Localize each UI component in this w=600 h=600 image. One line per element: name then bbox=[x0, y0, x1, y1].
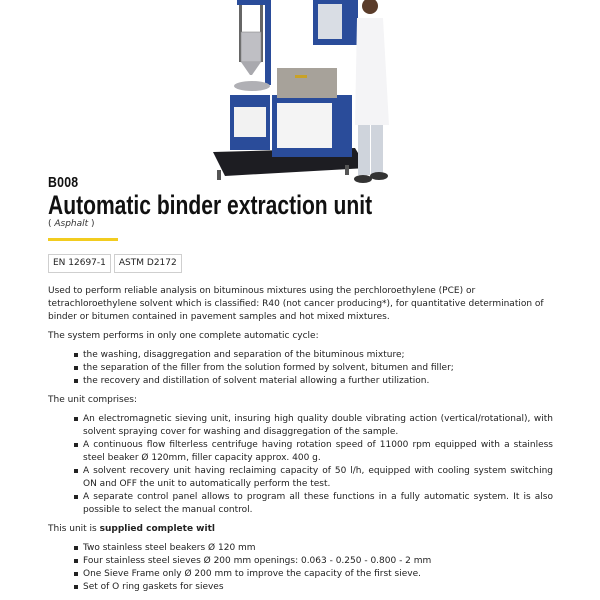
standard-tag[interactable]: ASTM D2172 bbox=[114, 254, 182, 273]
cycle-list bbox=[48, 349, 553, 388]
standards-tags bbox=[48, 254, 182, 273]
list-item: A continuous flow filterless centrifuge having rotation speed of 11000 rpm equipped with a stainless steel beaker Ø 120mm, filler capacity approx. 400 g. bbox=[74, 439, 553, 465]
comprises-list bbox=[48, 413, 553, 517]
list-item: the separation of the filler from the solution formed by solvent, bitumen and filler; bbox=[74, 362, 553, 375]
cycle-heading: The system performs in only one complete automatic cycle: bbox=[48, 331, 319, 341]
list-item: the recovery and distillation of solvent material allowing a further utilization. bbox=[74, 375, 553, 388]
product-code: B008 bbox=[48, 174, 79, 191]
list-item: One Sieve Frame only Ø 200 mm to improve the capacity of the first sieve. bbox=[74, 568, 553, 581]
page-title: Automatic binder extraction unit bbox=[48, 190, 373, 220]
list-item: Set of O ring gaskets for sieves bbox=[74, 581, 553, 594]
standard-tag[interactable]: EN 12697-1 bbox=[48, 254, 111, 273]
comprises-heading: The unit comprises: bbox=[48, 395, 137, 405]
list-item: Four stainless steel sieves Ø 200 mm openings: 0.063 - 0.250 - 0.800 - 2 mm bbox=[74, 555, 553, 568]
product-image bbox=[205, 0, 395, 190]
category-link[interactable]: Asphalt bbox=[54, 219, 89, 229]
list-item: An electromagnetic sieving unit, insuring high quality double vibrating action (vertical/rotational), with solvent spraying cover for washing and disaggregation of the sample. bbox=[74, 413, 553, 439]
supplied-list bbox=[48, 542, 553, 594]
list-item: Two stainless steel beakers Ø 120 mm bbox=[74, 542, 553, 555]
intro-paragraph: Used to perform reliable analysis on bituminous mixtures using the perchloroethylene (PCE) or tetrachloroethylene solvent which is classified: R40 (not cancer producing*), for quantitative determination of binder or bitumen contained in pavement samples and hot mixed mixtures. bbox=[48, 286, 544, 322]
product-category: ( Asphalt ) bbox=[48, 219, 95, 229]
title-underline bbox=[48, 238, 118, 241]
supplied-heading: This unit is supplied complete witl bbox=[48, 524, 215, 534]
list-item: A solvent recovery unit having reclaiming capacity of 50 l/h, equipped with cooling system switching ON and OFF the unit to automatically perform the test. bbox=[74, 465, 553, 491]
list-item: A separate control panel allows to program all these functions in a fully automatic system. It is also possible to select the manual control. bbox=[74, 491, 553, 517]
product-description bbox=[48, 285, 553, 600]
list-item: the washing, disaggregation and separation of the bituminous mixture; bbox=[74, 349, 553, 362]
